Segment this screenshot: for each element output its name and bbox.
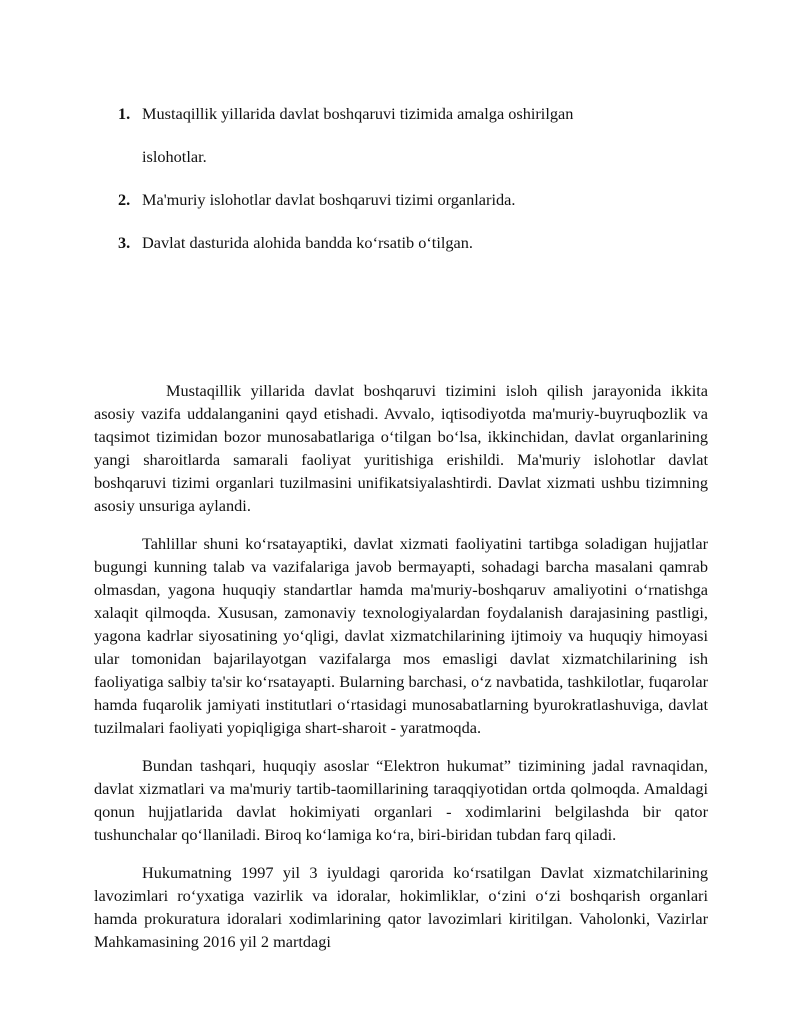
paragraph-3: Bundan tashqari, huquqiy asoslar “Elektron hukumat” tizimining jadal ravnaqidan, davlat xizmatlari va ma'muriy tartib-taomillarining taraqqiyotidan ortda qolmoqda. Amaldagi qonun hujjatlarida davlat hokimiyati organlari - xodimlarini belgilashda bir qator tushunchalar qo‘llaniladi. Biroq ko‘lamiga ko‘ra, biri-biridan tubdan farq qiladi. [94,756,708,844]
contents-item-text-line: Mustaqillik yillarida davlat boshqaruvi tizimida amalga oshirilgan [142,104,574,123]
contents-item-number: 1. [118,104,131,123]
contents-item-number: 3. [118,233,131,252]
contents-item-text-line: Davlat dasturida alohida bandda ko‘rsatib o‘tilgan. [142,233,473,252]
contents-item-number: 2. [118,190,131,209]
paragraph-1: Mustaqillik yillarida davlat boshqaruvi tizimini isloh qilish jarayonida ikkita asosiy vazifa uddalanganini qayd etishadi. Avvalo, iqtisodiyotda ma'muriy-buyruqbozlik va taqsimot tizimidan bozor munosabatlariga o‘tilgan bo‘lsa, ikkinchidan, davlat organlarining yangi sharoitlarda samarali faoliyat yuritishiga erishildi. Ma'muriy islohotlar davlat boshqaruvi tizimi organlari tuzilmasini unifikatsiyalashtirdi. Davlat xizmati ushbu tizimning asosiy unsuriga aylandi. [94,381,708,515]
paragraph-4: Hukumatning 1997 yil 3 iyuldagi qarorida ko‘rsatilgan Davlat xizmatchilarining lavozimlari ro‘yxatiga vazirlik va idoralar, hokimliklar, o‘zini o‘zi boshqarish organlari hamda prokuratura idoralari xodimlarining qator lavozimlari kiritilgan. Vaholonki, Vazirlar Mahkamasining 2016 yil 2 martdagi [94,863,708,951]
contents-item-3 [118,221,718,264]
contents-list [118,92,718,264]
contents-item-text-line: Ma'muriy islohotlar davlat boshqaruvi tizimi organlarida. [142,190,516,209]
paragraph-2: Tahlillar shuni ko‘rsatayaptiki, davlat xizmati faoliyatini tartibga soladigan hujjatlar bugungi kunning talab va vazifalariga javob bermayapti, sohadagi barcha masalani qamrab olmasdan, yagona huquqiy standartlar hamda ma'muriy-boshqaruv amaliyotini o‘rnatishga xalaqit qilmoqda. Xususan, zamonaviy texnologiyalardan foydalanish darajasining pastligi, yagona kadrlar siyosatining yo‘qligi, davlat xizmatchilarining ijtimoiy va huquqiy himoyasi ular tomonidan bajarilayotgan vazifalarga mos emasligi davlat xizmatchilarining ish faoliyatiga salbiy ta'sir ko‘rsatayapti. Bularning barchasi, o‘z navbatida, tashkilotlar, fuqarolar hamda fuqarolik jamiyati institutlari o‘rtasidagi munosabatlarning byurokratlashuviga, davlat tuzilmalari faoliyati yopiqligiga shart-sharoit - yaratmoqda. [94,534,708,737]
contents-item-1 [118,92,718,178]
contents-item-text-line: islohotlar. [142,147,207,166]
body-text [94,379,708,968]
contents-item-2 [118,178,718,221]
